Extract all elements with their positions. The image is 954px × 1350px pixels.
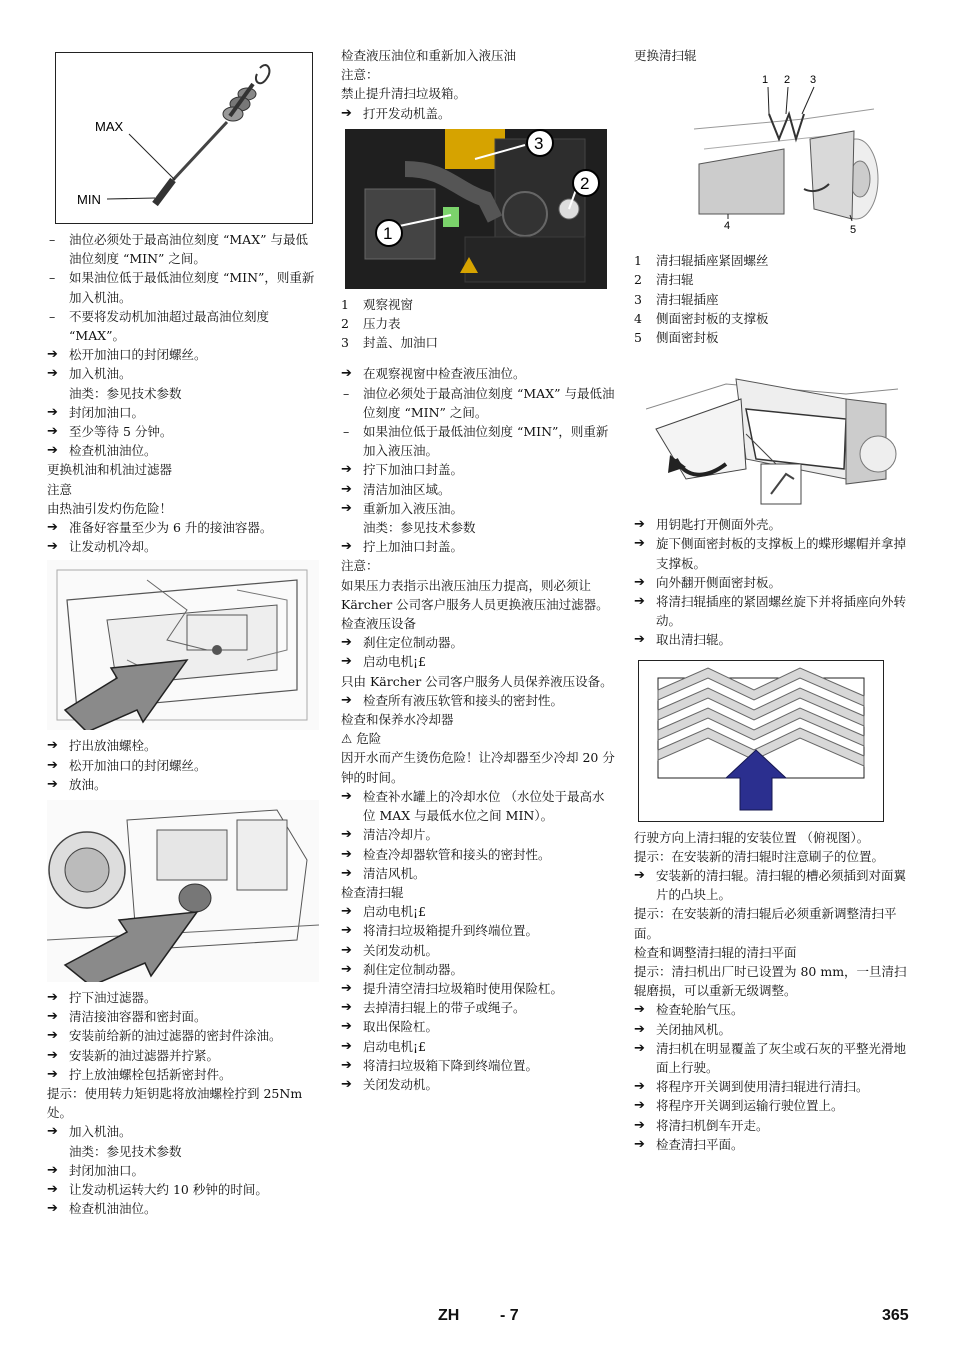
dash-bullet: – bbox=[343, 385, 350, 401]
arrow-right-icon: ➔ bbox=[47, 1182, 58, 1198]
step-text: 将清扫辊插座的紧固螺丝旋下并将插座向外转动。 bbox=[656, 594, 907, 629]
dipstick-figure bbox=[55, 52, 319, 224]
paragraph bbox=[341, 710, 615, 729]
arrow-right-icon: ➔ bbox=[634, 1098, 645, 1114]
condition-text: 如果油位低于最低油位刻度 “MIN”，则重新加入机油。 bbox=[69, 270, 315, 305]
legend-item bbox=[341, 333, 615, 352]
paragraph bbox=[47, 460, 319, 479]
instruction-step bbox=[341, 960, 615, 979]
arrow-right-icon: ➔ bbox=[341, 1076, 352, 1092]
footer-section: - 7 bbox=[500, 1307, 519, 1324]
step-text: 松开加油口的封闭螺丝。 bbox=[69, 347, 207, 363]
step-text: 至少等待 5 分钟。 bbox=[69, 424, 173, 440]
paragraph-text: 注意 bbox=[47, 481, 73, 497]
arrow-right-icon: ➔ bbox=[341, 1038, 352, 1054]
footer-language: ZH bbox=[438, 1307, 460, 1324]
instruction-step bbox=[341, 921, 615, 940]
paragraph bbox=[341, 65, 615, 84]
step-text: 启动电机¡£ bbox=[363, 904, 426, 920]
step-text: 拧下油过滤器。 bbox=[69, 990, 157, 1006]
step-text: 旋下侧面密封板的支撑板上的蝶形螺帽并拿掉支撑板。 bbox=[656, 536, 907, 571]
step-text: 启动电机¡£ bbox=[363, 1038, 426, 1054]
arrow-right-icon: ➔ bbox=[341, 942, 352, 958]
arrow-right-icon: ➔ bbox=[47, 1124, 58, 1140]
roller-orientation-diagram bbox=[638, 660, 884, 822]
arrow-right-icon: ➔ bbox=[341, 654, 352, 670]
instruction-step bbox=[341, 1075, 615, 1094]
legend-list bbox=[634, 251, 910, 347]
paragraph bbox=[341, 748, 615, 786]
legend-item bbox=[634, 328, 910, 347]
arrow-right-icon: ➔ bbox=[341, 827, 352, 843]
legend-number: 2 bbox=[341, 316, 349, 332]
legend-list bbox=[341, 295, 615, 353]
column-2 bbox=[341, 46, 615, 1094]
instruction-step bbox=[47, 422, 319, 441]
paragraph bbox=[341, 883, 615, 902]
legend-item bbox=[341, 314, 615, 333]
arrow-right-icon: ➔ bbox=[634, 1021, 645, 1037]
arrow-right-icon: ➔ bbox=[341, 462, 352, 478]
legend-item bbox=[341, 295, 615, 314]
step-text: 放油。 bbox=[69, 776, 107, 792]
paragraph-text: 检查液压设备 bbox=[341, 616, 417, 632]
instruction-step bbox=[634, 592, 910, 630]
text-block bbox=[47, 230, 319, 556]
min-label: MIN bbox=[77, 192, 101, 207]
instruction-step bbox=[47, 441, 319, 460]
step-text: 检查清扫平面。 bbox=[656, 1136, 744, 1152]
step-text: 取出清扫辊。 bbox=[656, 632, 732, 648]
arrow-right-icon: ➔ bbox=[634, 517, 645, 533]
arrow-right-icon: ➔ bbox=[634, 1002, 645, 1018]
note-text: 油类：参见技术参数 bbox=[363, 520, 476, 536]
instruction-step bbox=[47, 345, 319, 364]
instruction-step bbox=[341, 1056, 615, 1075]
step-text: 拧下加油口封盖。 bbox=[363, 462, 464, 478]
callout-4: 4 bbox=[724, 220, 731, 233]
paragraph-text: 提示：使用转力矩钥匙将放油螺栓拧到 25Nm 处。 bbox=[47, 1086, 303, 1121]
arrow-right-icon: ➔ bbox=[634, 1117, 645, 1133]
instruction-step bbox=[341, 902, 615, 921]
step-text: 封闭加油口。 bbox=[69, 404, 145, 420]
hydraulic-figure bbox=[345, 129, 615, 289]
side-panel-figure bbox=[646, 359, 910, 509]
instruction-step bbox=[47, 1161, 319, 1180]
paragraph-text: 只由 Kärcher 公司客户服务人员保养液压设备。 bbox=[341, 673, 613, 689]
legend-number: 2 bbox=[634, 272, 642, 288]
condition-text: 油位必须处于最高油位刻度 “MAX” 与最低油位刻度 “MIN” 之间。 bbox=[363, 385, 615, 420]
instruction-step bbox=[341, 104, 615, 123]
paragraph-text: 检查清扫辊 bbox=[341, 884, 404, 900]
step-text: 关闭抽风机。 bbox=[656, 1021, 732, 1037]
paragraph-text: 行驶方向上清扫辊的安装位置 （俯视图）。 bbox=[634, 829, 870, 845]
step-text: 关闭发动机。 bbox=[363, 1076, 439, 1092]
arrow-right-icon: ➔ bbox=[47, 1201, 58, 1217]
instruction-step bbox=[341, 537, 615, 556]
instruction-step bbox=[341, 998, 615, 1017]
max-label: MAX bbox=[95, 119, 124, 134]
condition-item bbox=[47, 230, 319, 268]
legend-text: 侧面密封板的支撑板 bbox=[656, 310, 769, 326]
step-text: 封闭加油口。 bbox=[69, 1162, 145, 1178]
text-block bbox=[341, 364, 615, 1094]
paragraph-text: 由热油引发灼伤危险！ bbox=[47, 500, 173, 516]
arrow-right-icon: ➔ bbox=[47, 1162, 58, 1178]
step-text: 拧上放油螺栓包括新密封件。 bbox=[69, 1066, 232, 1082]
arrow-right-icon: ➔ bbox=[341, 846, 352, 862]
instruction-step bbox=[634, 1135, 910, 1154]
condition-item bbox=[47, 307, 319, 345]
paragraph bbox=[634, 847, 910, 866]
text-block bbox=[634, 515, 910, 649]
roller-orientation-figure bbox=[638, 660, 910, 822]
step-text: 刹住定位制动器。 bbox=[363, 961, 464, 977]
arrow-right-icon: ➔ bbox=[341, 366, 352, 382]
step-text: 将清扫垃圾箱下降到终端位置。 bbox=[363, 1057, 539, 1073]
paragraph-text: 提示：在安装新的清扫辊时注意刷子的位置。 bbox=[634, 848, 885, 864]
arrow-right-icon: ➔ bbox=[341, 1057, 352, 1073]
paragraph bbox=[634, 943, 910, 962]
instruction-step bbox=[341, 825, 615, 844]
step-text: 清扫机在明显覆盖了灰尘或石灰的平整光滑地面上行驶。 bbox=[656, 1040, 907, 1076]
arrow-right-icon: ➔ bbox=[341, 635, 352, 651]
legend-text: 清扫辊插座紧固螺丝 bbox=[656, 253, 769, 269]
arrow-right-icon: ➔ bbox=[47, 1009, 58, 1025]
note-text: 油类：参见技术参数 bbox=[69, 385, 182, 401]
legend-text: 观察视窗 bbox=[363, 296, 414, 312]
arrow-right-icon: ➔ bbox=[341, 923, 352, 939]
step-text: 检查机油油位。 bbox=[69, 443, 157, 459]
dash-bullet: – bbox=[49, 232, 56, 247]
arrow-right-icon: ➔ bbox=[341, 1000, 352, 1016]
arrow-right-icon: ➔ bbox=[341, 788, 352, 804]
paragraph-text: 更换清扫辊 bbox=[634, 48, 697, 63]
condition-text: 如果油位低于最低油位刻度 “MIN”，则重新加入液压油。 bbox=[363, 424, 609, 459]
instruction-step bbox=[341, 1017, 615, 1036]
arrow-right-icon: ➔ bbox=[341, 865, 352, 881]
arrow-right-icon: ➔ bbox=[47, 1047, 58, 1063]
instruction-step bbox=[47, 537, 319, 556]
danger-heading bbox=[341, 729, 615, 748]
paragraph-text: 注意： bbox=[341, 558, 379, 574]
arrow-right-icon: ➔ bbox=[47, 404, 58, 420]
paragraph bbox=[47, 480, 319, 499]
instruction-step bbox=[47, 1199, 319, 1218]
roller-figure bbox=[684, 69, 910, 245]
instruction-step bbox=[341, 460, 615, 479]
paragraph-text: 因开水而产生烫伤危险！让冷却器至少冷却 20 分钟的时间。 bbox=[341, 750, 615, 785]
paragraph-text: 提示：在安装新的清扫辊后必须重新调整清扫平面。 bbox=[634, 906, 897, 941]
step-text: 清洁冷却片。 bbox=[363, 827, 439, 843]
oil-filter-figure bbox=[47, 800, 319, 982]
step-text: 拧出放油螺栓。 bbox=[69, 738, 157, 754]
arrow-right-icon: ➔ bbox=[341, 961, 352, 977]
sweeper-roller-illustration bbox=[684, 69, 880, 245]
legend-item bbox=[634, 309, 910, 328]
paragraph-text: 提示：清扫机出厂时已设置为 80 mm，一旦清扫辊磨损，可以重新无级调整。 bbox=[634, 964, 907, 999]
oil-filter-illustration bbox=[47, 800, 319, 982]
footer-page-number: 365 bbox=[882, 1307, 909, 1324]
side-panel-illustration bbox=[646, 359, 898, 509]
arrow-right-icon: ➔ bbox=[341, 692, 352, 708]
instruction-step bbox=[634, 1077, 910, 1096]
paragraph bbox=[341, 614, 615, 633]
legend-number: 4 bbox=[634, 310, 642, 326]
step-text: 提升清空清扫垃圾箱时使用保险杠。 bbox=[363, 980, 564, 996]
step-text: 用钥匙打开侧面外壳。 bbox=[656, 517, 782, 533]
paragraph bbox=[634, 828, 910, 847]
arrow-right-icon: ➔ bbox=[47, 1066, 58, 1082]
instruction-step bbox=[634, 1116, 910, 1135]
instruction-step bbox=[634, 534, 910, 572]
dipstick-illustration bbox=[55, 52, 313, 224]
step-text: 清洁风机。 bbox=[363, 865, 426, 881]
arrow-right-icon: ➔ bbox=[634, 594, 645, 610]
legend-item bbox=[634, 290, 910, 309]
callout-2: 2 bbox=[580, 173, 590, 193]
paragraph-text: 检查和保养水冷却器 bbox=[341, 712, 454, 728]
instruction-step bbox=[341, 364, 615, 383]
legend-text: 侧面密封板 bbox=[656, 330, 719, 346]
arrow-right-icon: ➔ bbox=[341, 904, 352, 920]
legend-text: 压力表 bbox=[363, 316, 401, 332]
callout-3: 3 bbox=[534, 133, 544, 153]
legend-number: 3 bbox=[341, 335, 349, 351]
instruction-step bbox=[634, 1096, 910, 1115]
step-text: 关闭发动机。 bbox=[363, 942, 439, 958]
instruction-step bbox=[47, 1065, 319, 1084]
instruction-step bbox=[634, 630, 910, 649]
text-block bbox=[47, 988, 319, 1218]
legend-item bbox=[634, 270, 910, 289]
instruction-step bbox=[341, 941, 615, 960]
step-text: 安装前给新的油过滤器的密封件涂油。 bbox=[69, 1028, 282, 1044]
column-1 bbox=[47, 46, 319, 1219]
step-text: 去掉清扫辊上的带子或绳子。 bbox=[363, 1000, 526, 1016]
instruction-step bbox=[47, 403, 319, 422]
paragraph-text: 禁止提升清扫垃圾箱。 bbox=[341, 86, 467, 102]
step-text: 检查补水罐上的冷却水位 （水位处于最高水位 MAX 与最低水位之间 MIN）。 bbox=[363, 788, 605, 824]
legend-number: 3 bbox=[634, 291, 642, 307]
step-text: 安装新的清扫辊。清扫辊的槽必须插到对面翼片的凸块上。 bbox=[656, 868, 907, 903]
arrow-right-icon: ➔ bbox=[341, 500, 352, 516]
arrow-right-icon: ➔ bbox=[47, 520, 58, 536]
step-text: 清洁接油容器和密封面。 bbox=[69, 1009, 207, 1025]
step-text: 准备好容量至少为 6 升的接油容器。 bbox=[69, 520, 273, 536]
instruction-step bbox=[47, 518, 319, 537]
instruction-step bbox=[341, 480, 615, 499]
arrow-right-icon: ➔ bbox=[47, 738, 58, 754]
step-text: 加入机油。 bbox=[69, 1124, 132, 1140]
step-text: 检查所有液压软管和接头的密封性。 bbox=[363, 692, 564, 708]
instruction-step bbox=[634, 573, 910, 592]
arrow-right-icon: ➔ bbox=[47, 539, 58, 555]
instruction-step bbox=[341, 691, 615, 710]
text-block bbox=[634, 828, 910, 1154]
step-text: 清洁加油区域。 bbox=[363, 481, 451, 497]
paragraph bbox=[47, 499, 319, 518]
paragraph bbox=[47, 1084, 319, 1122]
condition-item bbox=[47, 268, 319, 306]
paragraph-text: 注意： bbox=[341, 67, 379, 83]
instruction-step bbox=[47, 1122, 319, 1141]
indented-note bbox=[47, 1142, 319, 1161]
legend-number: 1 bbox=[634, 253, 642, 269]
text-block bbox=[634, 46, 910, 65]
instruction-step bbox=[634, 1039, 910, 1077]
column-3 bbox=[634, 46, 910, 1154]
arrow-right-icon: ➔ bbox=[634, 1040, 645, 1056]
step-text: 重新加入液压油。 bbox=[363, 500, 464, 516]
paragraph-text: 如果压力表指示出液压油压力提高，则必须让 Kärcher 公司客户服务人员更换液压油过滤器。 bbox=[341, 577, 609, 612]
drain-plug-illustration bbox=[47, 560, 319, 730]
drain-plug-figure bbox=[47, 560, 319, 730]
arrow-right-icon: ➔ bbox=[634, 574, 645, 590]
instruction-step bbox=[47, 1180, 319, 1199]
indented-note bbox=[47, 384, 319, 403]
condition-text: 不要将发动机加油超过最高油位刻度 “MAX”。 bbox=[69, 308, 270, 344]
instruction-step bbox=[634, 1020, 910, 1039]
arrow-right-icon: ➔ bbox=[47, 424, 58, 440]
instruction-step bbox=[47, 988, 319, 1007]
instruction-step bbox=[47, 736, 319, 755]
arrow-right-icon: ➔ bbox=[634, 1136, 645, 1152]
callout-1: 1 bbox=[762, 74, 769, 87]
step-text: 打开发动机盖。 bbox=[363, 105, 451, 121]
paragraph bbox=[341, 576, 615, 614]
arrow-right-icon: ➔ bbox=[47, 757, 58, 773]
arrow-right-icon: ➔ bbox=[634, 1079, 645, 1095]
dash-bullet: – bbox=[49, 308, 56, 324]
arrow-right-icon: ➔ bbox=[341, 481, 352, 497]
legend-text: 清扫辊 bbox=[656, 272, 694, 288]
paragraph bbox=[341, 46, 615, 65]
paragraph bbox=[634, 962, 910, 1000]
arrow-right-icon: ➔ bbox=[47, 1028, 58, 1044]
step-text: 拧上加油口封盖。 bbox=[363, 539, 464, 555]
step-text: 刹住定位制动器。 bbox=[363, 635, 464, 651]
step-text: 检查机油油位。 bbox=[69, 1201, 157, 1217]
instruction-step bbox=[47, 756, 319, 775]
condition-item bbox=[341, 422, 615, 460]
step-text: 将程序开关调到使用清扫辊进行清扫。 bbox=[656, 1079, 869, 1095]
step-text: 检查冷却器软管和接头的密封性。 bbox=[363, 846, 551, 862]
callout-5: 5 bbox=[850, 224, 857, 237]
step-text: 在观察视窗中检查液压油位。 bbox=[363, 366, 526, 382]
paragraph bbox=[341, 84, 615, 103]
legend-item bbox=[634, 251, 910, 270]
paragraph bbox=[341, 672, 615, 691]
instruction-step bbox=[341, 787, 615, 825]
paragraph-text: 检查和调整清扫辊的清扫平面 bbox=[634, 944, 797, 960]
note-text: 油类：参见技术参数 bbox=[69, 1143, 182, 1159]
paragraph-text: 更换机油和机油过滤器 bbox=[47, 462, 173, 478]
step-text: 启动电机¡£ bbox=[363, 654, 426, 670]
hydraulic-tank-photo bbox=[345, 129, 607, 289]
step-text: 让发动机冷却。 bbox=[69, 539, 157, 555]
step-text: 加入机油。 bbox=[69, 366, 132, 382]
paragraph-text: 检查液压油位和重新加入液压油 bbox=[341, 48, 517, 63]
dash-bullet: – bbox=[343, 424, 350, 440]
arrow-right-icon: ➔ bbox=[47, 347, 58, 363]
legend-number: 1 bbox=[341, 296, 349, 312]
instruction-step bbox=[341, 633, 615, 652]
instruction-step bbox=[341, 845, 615, 864]
arrow-right-icon: ➔ bbox=[341, 1019, 352, 1035]
legend-number: 5 bbox=[634, 330, 642, 346]
instruction-step bbox=[47, 364, 319, 383]
danger-text: 危险 bbox=[356, 731, 382, 747]
step-text: 将清扫垃圾箱提升到终端位置。 bbox=[363, 923, 539, 939]
oil-filter-shape bbox=[179, 884, 211, 912]
paragraph bbox=[341, 556, 615, 575]
condition-text: 油位必须处于最高油位刻度 “MAX” 与最低油位刻度 “MIN” 之间。 bbox=[69, 232, 308, 267]
dash-bullet: – bbox=[49, 270, 56, 286]
instruction-step bbox=[634, 515, 910, 534]
arrow-right-icon: ➔ bbox=[47, 990, 58, 1006]
legend-text: 封盖、加油口 bbox=[363, 335, 439, 351]
text-block bbox=[47, 736, 319, 794]
instruction-step bbox=[341, 499, 615, 518]
instruction-step bbox=[341, 864, 615, 883]
legend-text: 清扫辊插座 bbox=[656, 291, 719, 307]
arrow-right-icon: ➔ bbox=[47, 443, 58, 459]
callout-3: 3 bbox=[810, 74, 817, 87]
arrow-right-icon: ➔ bbox=[341, 105, 352, 121]
text-block bbox=[341, 46, 615, 123]
instruction-step bbox=[634, 866, 910, 904]
step-text: 向外翻开侧面密封板。 bbox=[656, 574, 782, 590]
step-text: 将清扫机倒车开走。 bbox=[656, 1117, 769, 1133]
step-text: 安装新的油过滤器并拧紧。 bbox=[69, 1047, 220, 1063]
arrow-right-icon: ➔ bbox=[634, 632, 645, 648]
indented-note bbox=[341, 518, 615, 537]
step-text: 取出保险杠。 bbox=[363, 1019, 439, 1035]
arrow-right-icon: ➔ bbox=[47, 366, 58, 382]
callout-2: 2 bbox=[784, 74, 791, 87]
arrow-right-icon: ➔ bbox=[634, 868, 645, 884]
warning-triangle-icon: ⚠ bbox=[341, 731, 353, 747]
arrow-right-icon: ➔ bbox=[341, 539, 352, 555]
arrow-right-icon: ➔ bbox=[47, 776, 58, 792]
instruction-step bbox=[634, 1000, 910, 1019]
step-text: 松开加油口的封闭螺丝。 bbox=[69, 757, 207, 773]
paragraph bbox=[634, 904, 910, 942]
instruction-step bbox=[47, 775, 319, 794]
instruction-step bbox=[47, 1046, 319, 1065]
step-text: 让发动机运转大约 10 秒钟的时间。 bbox=[69, 1182, 268, 1198]
instruction-step bbox=[341, 1037, 615, 1056]
instruction-step bbox=[47, 1026, 319, 1045]
arrow-right-icon: ➔ bbox=[341, 980, 352, 996]
condition-item bbox=[341, 384, 615, 422]
callout-1: 1 bbox=[383, 223, 393, 243]
instruction-step bbox=[47, 1007, 319, 1026]
arrow-right-icon: ➔ bbox=[634, 536, 645, 552]
instruction-step bbox=[341, 979, 615, 998]
paragraph bbox=[634, 46, 910, 65]
instruction-step bbox=[341, 652, 615, 671]
step-text: 将程序开关调到运输行驶位置上。 bbox=[656, 1098, 844, 1114]
step-text: 检查轮胎气压。 bbox=[656, 1002, 744, 1018]
